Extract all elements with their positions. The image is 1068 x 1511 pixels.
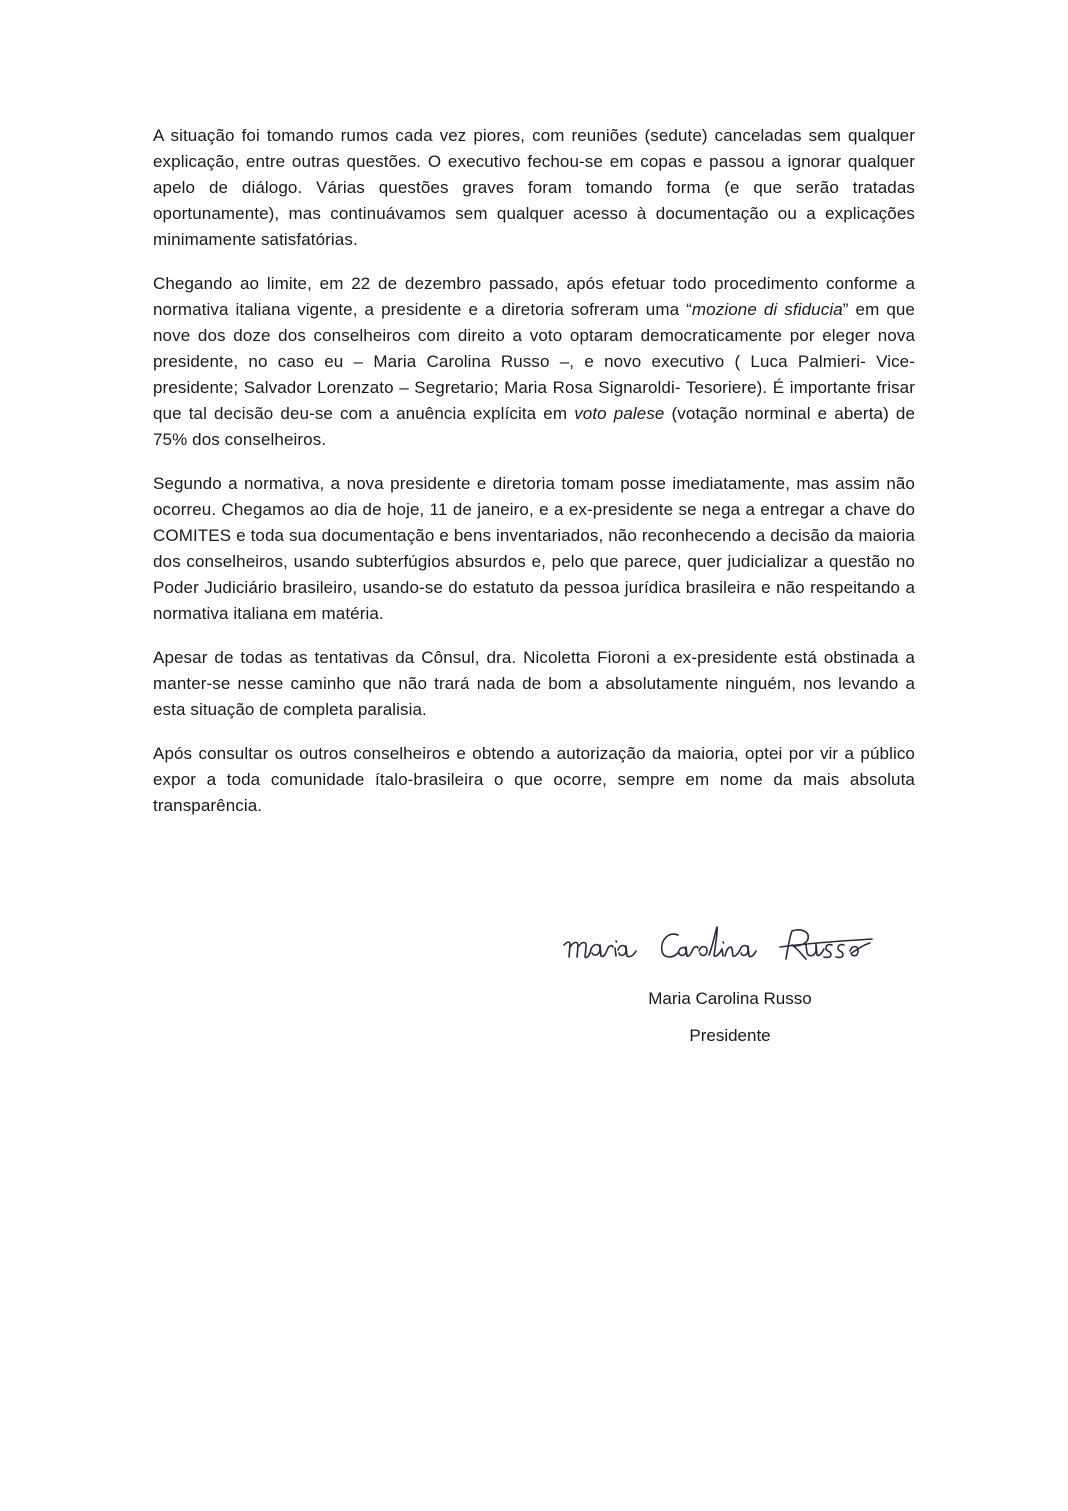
signature-scribble: [560, 915, 890, 985]
paragraph-5-text: Após consultar os outros conselheiros e obtendo a autorização da maioria, optei por vir a público expor a toda comunidade ítalo-brasileira o que ocorre, sempre em nome da mais absoluta transparência.: [153, 744, 915, 815]
paragraph-3: [153, 471, 915, 627]
paragraph-1: [153, 123, 915, 253]
paragraph-1-text: A situação foi tomando rumos cada vez piores, com reuniões (sedute) canceladas sem qualquer explicação, entre outras questões. O executivo fechou-se em copas e passou a ignorar qualquer apelo de diálogo. Várias questões graves foram tomando forma (e que serão tratadas oportunamente), mas continuávamos sem qualquer acesso à documentação ou a explicações minimamente satisfatórias.: [153, 126, 915, 249]
paragraph-2-text-c: (votação norminal e aberta) de 75% dos conselheiros.: [153, 404, 916, 449]
signatory-role: Presidente: [689, 1026, 771, 1045]
paragraph-2-italic-b: voto palese: [574, 404, 665, 423]
handwritten-signature: [560, 915, 920, 985]
paragraph-2-text-a: Chegando ao limite, em 22 de dezembro passado, após efetuar todo procedimento conforme a normativa italiana vigente, a presidente e a diretoria sofreram uma “: [153, 274, 915, 319]
paragraph-5: [153, 741, 915, 819]
signatory-name: Maria Carolina Russo: [648, 989, 812, 1008]
paragraph-4-text: Apesar de todas as tentativas da Cônsul, dra. Nicoletta Fioroni a ex-presidente está obstinada a manter-se nesse caminho que não trará nada de bom a absolutamente ninguém, nos levando a esta situação de completa paralisia.: [153, 648, 915, 719]
paragraph-3-text: Segundo a normativa, a nova presidente e diretoria tomam posse imediatamente, mas assim não ocorreu. Chegamos ao dia de hoje, 11 de janeiro, e a ex-presidente se nega a entregar a chave do COMITES e toda sua documentação e bens inventariados, não reconhecendo a decisão da maioria dos conselheiros, usando subterfúgios absurdos e, pelo que parece, quer judicializar a questão no Poder Judiciário brasileiro, usando-se do estatuto da pessoa jurídica brasileira e não respeitando a normativa italiana em matéria.: [153, 474, 915, 623]
paragraph-4: [153, 645, 915, 723]
paragraph-2-text-b: ” em que nove dos doze dos conselheiros com direito a voto optaram democraticamente por eleger nova presidente, no caso eu – Maria Carolina Russo –, e novo executivo ( Luca Palmieri- Vice-presidente; Salvador Lorenzato – Segretario; Maria Rosa Signaroldi- Tesoriere). É importante frisar que tal decisão deu-se com a anuência explícita em: [153, 300, 915, 423]
paragraph-2-italic-a: mozione di sfiducia: [691, 300, 843, 319]
letter-body: [153, 123, 915, 837]
paragraph-2: [153, 271, 915, 453]
